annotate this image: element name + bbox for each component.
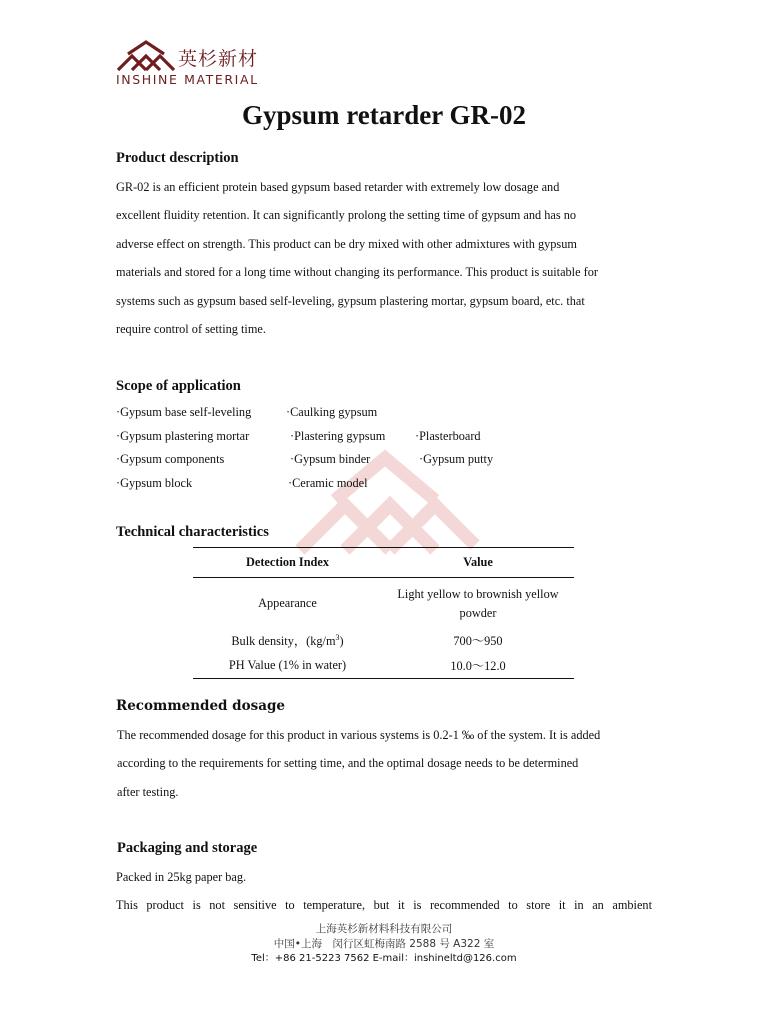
paragraph-line: according to the requirements for setting time, and the optimal dosage needs to be determined <box>117 756 579 771</box>
scope-item: ·Plasterboard <box>415 429 481 443</box>
document-title: Gypsum retarder GR-02 <box>242 100 526 130</box>
paragraph-line: materials and stored for a long time without changing its performance. This product is suitable for <box>116 265 598 280</box>
footer-contact: Tel：+86 21-5223 7562 E-mail：inshineltd@126.com <box>251 953 517 964</box>
table-cell-value: 700～950 <box>453 634 503 648</box>
superscript: 3 <box>335 632 340 642</box>
scope-item: ·Gypsum block <box>116 476 193 490</box>
table-cell-value: 10.0～12.0 <box>382 652 574 679</box>
scope-item: ·Gypsum binder <box>290 452 371 466</box>
scope-item: ·Caulking gypsum <box>286 405 378 419</box>
technical-heading: Technical characteristics <box>116 524 269 540</box>
paragraph-line: after testing. <box>117 784 179 799</box>
scope-item: ·Plastering gypsum <box>290 429 386 443</box>
table-row <box>193 652 574 679</box>
scope-item: ·Gypsum components <box>116 452 225 466</box>
company-logo <box>116 40 276 90</box>
table-cell-value <box>382 578 574 629</box>
logo-chinese-name: 英杉新材 <box>178 48 259 70</box>
storage-line: This product is not sensitive to temperature, but it is recommended to store it in an ambient <box>116 898 652 912</box>
footer-company: 上海英杉新材料科技有限公司 <box>315 923 453 935</box>
table-cell-index: Appearance <box>258 595 317 610</box>
paragraph-line: The recommended dosage for this product in various systems is 0.2-1 ‰ of the system. It is added <box>117 728 601 742</box>
index-text: ) <box>339 634 344 648</box>
product-description-body <box>116 173 654 343</box>
column-header-value: Value <box>382 548 574 578</box>
paragraph-line: adverse effect on strength. This product can be dry mixed with other admixtures with gypsum <box>116 236 577 251</box>
packaging-heading: Packaging and storage <box>117 840 258 856</box>
logo-mark-icon <box>116 40 176 74</box>
value-line: Light yellow to brownish yellow <box>397 586 559 601</box>
table-cell-index: PH Value (1% in water) <box>193 652 382 679</box>
paragraph-line: GR-02 is an efficient protein based gypsum based retarder with extremely low dosage and <box>116 180 560 194</box>
dosage-heading: Recommended dosage <box>116 698 285 714</box>
packaging-line: Packed in 25kg paper bag. <box>116 870 247 884</box>
index-text: Bulk density，(kg/m <box>231 634 336 648</box>
paragraph-line: systems such as gypsum based self-leveling, gypsum plastering mortar, gypsum board, etc. that <box>116 293 585 308</box>
column-header-detection-index: Detection Index <box>193 548 382 578</box>
logo-english-name: INSHINE MATERIAL <box>116 72 259 87</box>
table-row <box>193 578 574 629</box>
scope-heading: Scope of application <box>116 378 241 394</box>
paragraph-line: require control of setting time. <box>116 322 266 337</box>
paragraph-line: excellent fluidity retention. It can significantly prolong the setting time of gypsum and has no <box>116 208 577 223</box>
technical-table <box>193 547 574 679</box>
table-cell-index <box>193 628 382 652</box>
scope-item: ·Gypsum base self-leveling <box>116 405 252 419</box>
table-header-row <box>193 548 574 578</box>
value-line: powder <box>459 605 497 620</box>
dosage-body <box>117 721 655 806</box>
scope-item: ·Gypsum plastering mortar <box>116 429 250 443</box>
footer-address: 中国•上海 闵行区虹梅南路 2588 号 A322 室 <box>273 938 495 950</box>
scope-item: ·Gypsum putty <box>419 452 494 466</box>
table-row <box>193 628 574 652</box>
product-description-heading: Product description <box>116 150 239 166</box>
scope-item: ·Ceramic model <box>288 476 368 490</box>
